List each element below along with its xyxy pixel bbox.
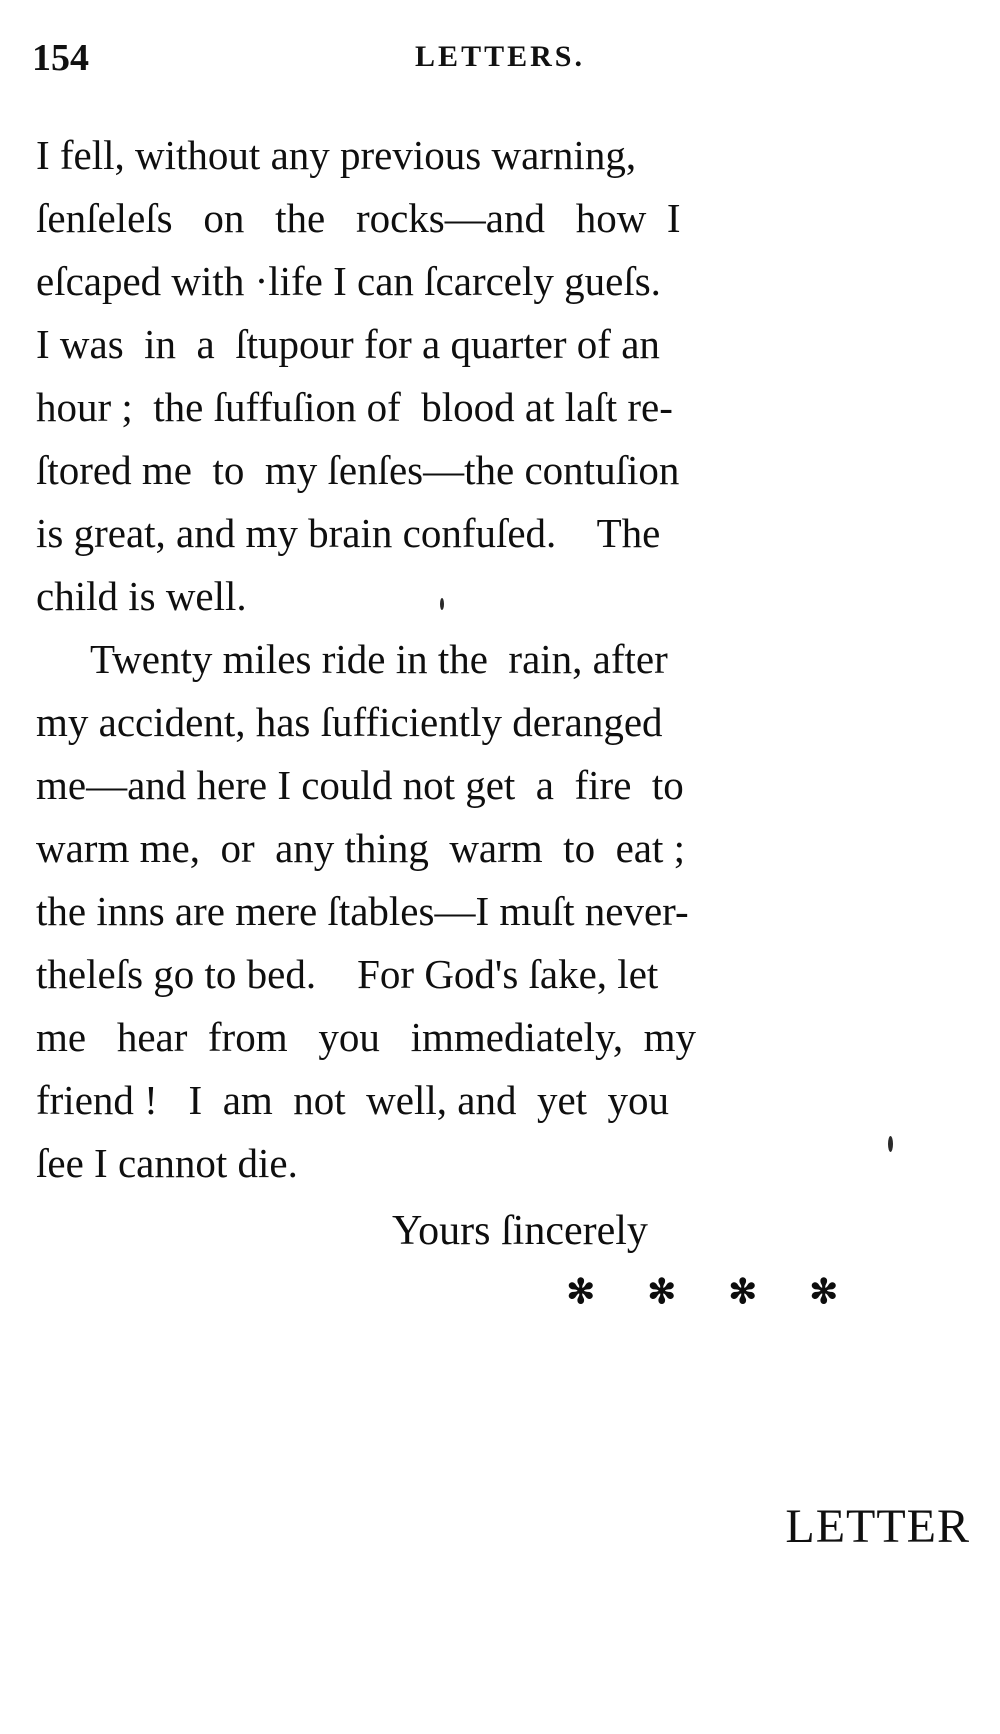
text-line: I was in a ſtupour for a quarter of an [36, 321, 660, 367]
paragraph-1 [36, 124, 936, 628]
paragraph-2 [36, 628, 936, 1195]
text-line: ſenſeleſs on the rocks—and how I [36, 195, 681, 241]
catchword: LETTER [785, 1500, 970, 1553]
page-header [0, 30, 1000, 84]
print-speck [888, 1136, 893, 1152]
text-line: hour ; the ſuffuſion of blood at laſt re- [36, 384, 673, 430]
text-line: me—and here I could not get a fire to [36, 762, 684, 808]
text-line: ſee I cannot die. [36, 1140, 298, 1186]
text-line: ſtored me to my ſenſes—the contuſion [36, 447, 680, 493]
text-line: is great, and my brain confuſed. The [36, 510, 661, 556]
text-line: Twenty miles ride in the rain, after [90, 636, 668, 682]
text-line: friend ! I am not well, and yet you [36, 1077, 670, 1123]
text-line: eſcaped with ·life I can ſcarcely gueſs. [36, 258, 661, 304]
print-speck [440, 598, 444, 610]
text-line: I fell, without any previous warning, [36, 132, 637, 178]
text-line: me hear from you immediately, my [36, 1014, 697, 1060]
text-line: theleſs go to bed. For God's ſake, let [36, 951, 659, 997]
running-head-title: LETTERS. [415, 40, 585, 73]
text-line: my accident, has ſufficiently deranged [36, 699, 663, 745]
text-line: warm me, or any thing warm to eat ; [36, 825, 685, 871]
body-text [36, 124, 936, 1195]
page-number: 154 [32, 37, 89, 79]
text-line: child is well. [36, 573, 247, 619]
signature-line: Yours ſincerely [392, 1208, 648, 1254]
text-line: the inns are mere ſtables—I muſt never- [36, 888, 689, 934]
asterisk-ornament: ✻ ✻ ✻ ✻ [566, 1274, 860, 1311]
